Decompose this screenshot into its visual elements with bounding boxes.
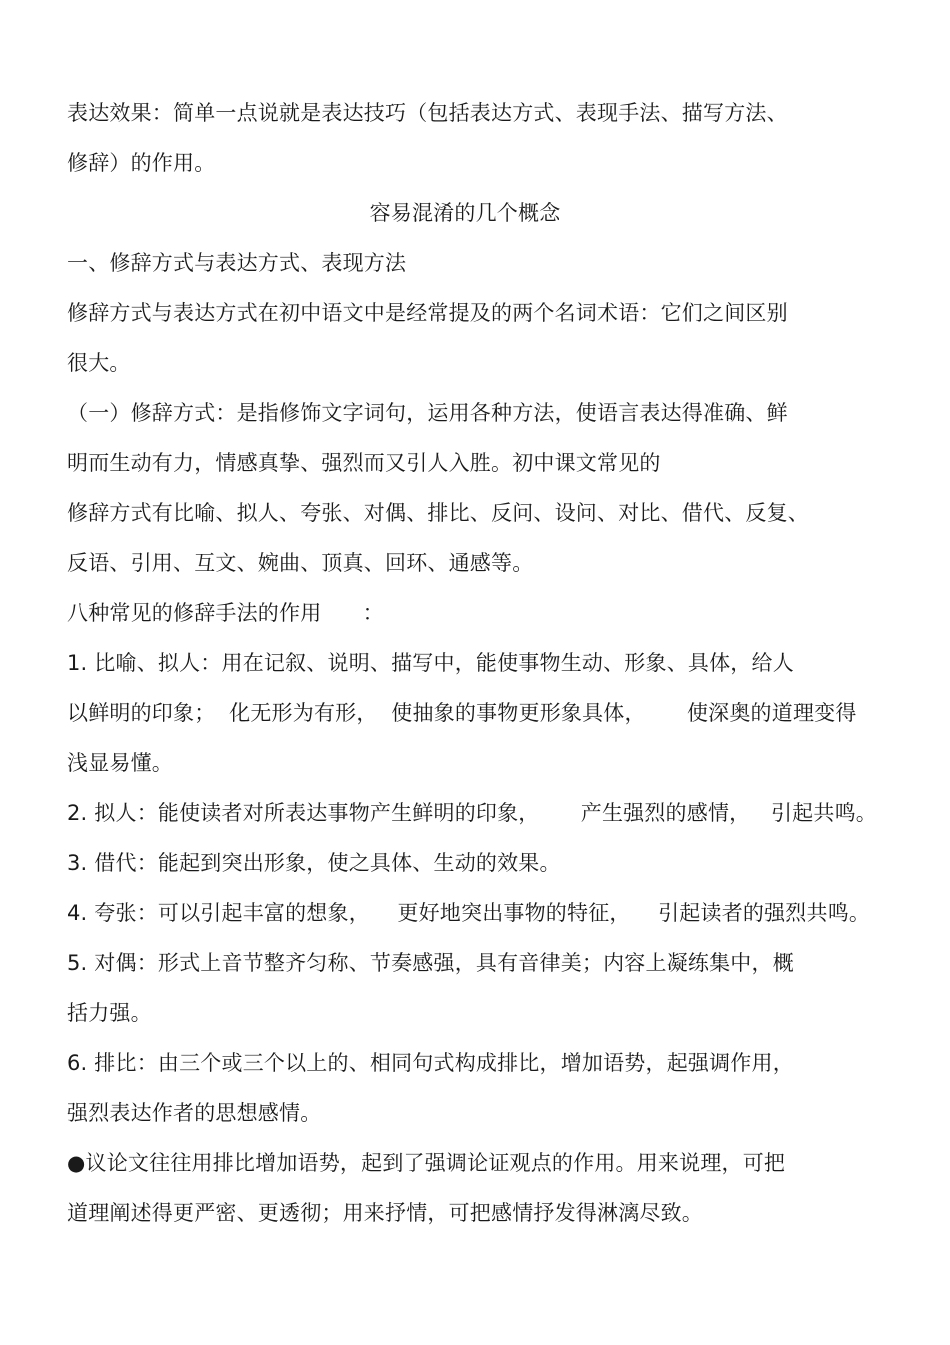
list-item: 6. 排比：由三个或三个以上的、相同句式构成排比，增加语势，起强调作用， bbox=[67, 1051, 794, 1075]
text-line: 以鲜明的印象； 化无形为有形， 使抽象的事物更形象具体， 使深奥的道理变得 bbox=[67, 701, 857, 725]
text-line: 明而生动有力，情感真挚、强烈而又引人入胜。初中课文常见的 bbox=[67, 451, 661, 475]
list-item: 1. 比喻、拟人：用在记叙、说明、描写中，能使事物生动、形象、具体，给人 bbox=[67, 651, 794, 675]
list-item: 5. 对偶：形式上音节整齐匀称、节奏感强，具有音律美；内容上凝练集中，概 bbox=[67, 951, 794, 975]
section-title: 容易混淆的几个概念 bbox=[369, 201, 561, 225]
text-line: 浅显易懂。 bbox=[67, 751, 173, 775]
text-line: 八种常见的修辞手法的作用 ： bbox=[67, 601, 384, 625]
text-line: 修辞方式有比喻、拟人、夸张、对偶、排比、反问、设问、对比、借代、反复、 bbox=[67, 501, 809, 525]
text-line: （一）修辞方式：是指修饰文字词句，运用各种方法，使语言表达得准确、鲜 bbox=[67, 401, 788, 425]
text-line: 很大。 bbox=[67, 351, 131, 375]
list-item: 4. 夸张：可以引起丰富的想象， 更好地突出事物的特征， 引起读者的强烈共鸣。 bbox=[67, 901, 871, 925]
list-item: 3. 借代：能起到突出形象，使之具体、生动的效果。 bbox=[67, 851, 561, 875]
text-line: 道理阐述得更严密、更透彻；用来抒情，可把感情抒发得淋漓尽致。 bbox=[67, 1201, 703, 1225]
text-line: 表达效果：简单一点说就是表达技巧（包括表达方式、表现手法、描写方法、 bbox=[67, 101, 788, 125]
section-heading: 一、修辞方式与表达方式、表现方法 bbox=[67, 251, 407, 275]
text-line: 括力强。 bbox=[67, 1001, 152, 1025]
list-item: 2. 拟人：能使读者对所表达事物产生鲜明的印象， 产生强烈的感情， 引起共鸣。 bbox=[67, 801, 877, 825]
text-line: 修辞）的作用。 bbox=[67, 151, 216, 175]
text-line: 反语、引用、互文、婉曲、顶真、回环、通感等。 bbox=[67, 551, 534, 575]
bullet-item: ●议论文往往用排比增加语势，起到了强调论证观点的作用。用来说理，可把 bbox=[67, 1151, 786, 1175]
text-line: 修辞方式与表达方式在初中语文中是经常提及的两个名词术语：它们之间区别 bbox=[67, 301, 788, 325]
text-line: 强烈表达作者的思想感情。 bbox=[67, 1101, 322, 1125]
